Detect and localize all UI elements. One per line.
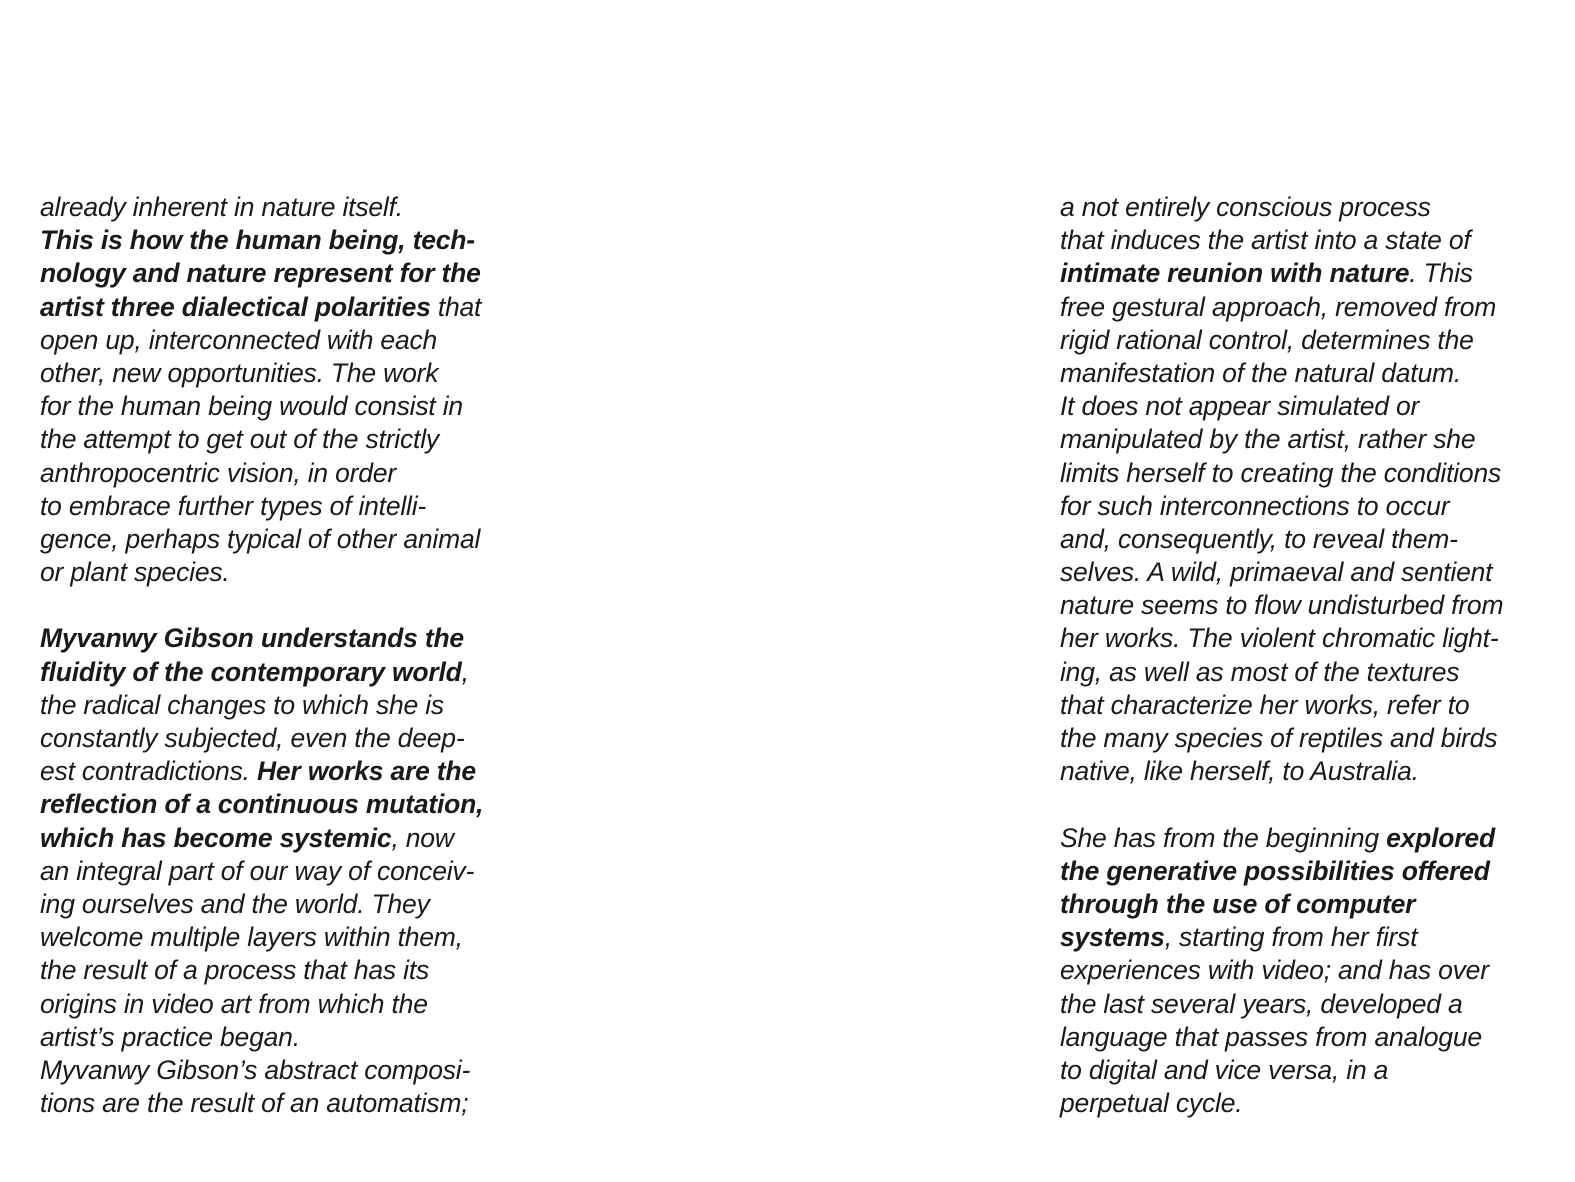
text-line xyxy=(40,689,483,722)
text-line xyxy=(40,722,483,755)
text-line xyxy=(40,324,483,357)
text-line xyxy=(1060,357,1503,390)
text-segment: other, new opportunities. The work xyxy=(40,357,439,388)
text-line xyxy=(40,1087,483,1120)
text-line xyxy=(1060,1021,1503,1054)
text-line xyxy=(40,622,483,655)
text-segment: welcome multiple layers within them, xyxy=(40,922,463,953)
text-line xyxy=(40,523,483,556)
text-line xyxy=(1060,822,1503,855)
text-segment: the result of a process that has its xyxy=(40,955,430,986)
text-segment: anthropocentric vision, in order xyxy=(40,457,396,488)
text-segment: that characterize her works, refer to xyxy=(1060,689,1470,720)
text-line xyxy=(1060,490,1503,523)
text-line xyxy=(40,855,483,888)
text-segment: for the human being would consist in xyxy=(40,391,463,422)
text-segment: perpetual cycle. xyxy=(1060,1088,1243,1119)
text-segment: for such interconnections to occur xyxy=(1060,490,1450,521)
text-segment: to digital and vice versa, in a xyxy=(1060,1054,1389,1085)
text-segment: Myvanwy Gibson’s abstract composi- xyxy=(40,1054,471,1085)
bold-text-segment: systems xyxy=(1060,922,1165,953)
text-segment: nature seems to flow undisturbed from xyxy=(1060,590,1504,621)
text-segment: her works. The violent chromatic light- xyxy=(1060,623,1499,654)
bold-text-segment: artist three dialectical polarities xyxy=(40,291,431,322)
bold-text-segment: through the use of computer xyxy=(1060,888,1416,919)
bold-text-segment: the generative possibilities offered xyxy=(1060,855,1490,886)
text-line xyxy=(1060,622,1503,655)
text-segment: native, like herself, to Australia. xyxy=(1060,756,1419,787)
text-segment: ing, as well as most of the textures xyxy=(1060,656,1460,687)
bold-text-segment: reflection of a continuous mutation, xyxy=(40,789,484,820)
text-segment: open up, interconnected with each xyxy=(40,324,438,355)
text-line xyxy=(40,191,483,224)
text-line xyxy=(1060,689,1503,722)
text-segment: constantly subjected, even the deep- xyxy=(40,723,465,753)
bold-text-segment: Myvanwy Gibson understands the xyxy=(40,623,464,654)
text-line xyxy=(40,822,483,855)
paragraph-break xyxy=(40,589,483,622)
text-line xyxy=(1060,755,1503,788)
bold-text-segment: intimate reunion with nature xyxy=(1060,258,1410,289)
bold-text-segment: nology and nature represent for the xyxy=(40,258,481,289)
text-line xyxy=(40,1021,483,1054)
text-segment: already inherent in nature itself. xyxy=(40,192,403,222)
text-line xyxy=(1060,589,1503,622)
text-segment: selves. A wild, primaeval and sentient xyxy=(1060,557,1493,588)
text-line xyxy=(1060,888,1503,921)
text-line xyxy=(1060,988,1503,1021)
text-segment: and, consequently, to reveal them- xyxy=(1060,523,1458,554)
text-line xyxy=(40,357,483,390)
text-line xyxy=(40,954,483,987)
text-segment: the attempt to get out of the strictly xyxy=(40,424,439,455)
text-segment: artist’s practice began. xyxy=(40,1021,300,1052)
text-segment: language that passes from analogue xyxy=(1060,1021,1482,1052)
text-line xyxy=(40,490,483,523)
bold-text-segment: Her works are the xyxy=(256,756,476,787)
text-line xyxy=(1060,457,1503,490)
text-line xyxy=(1060,1054,1503,1087)
text-segment: tions are the result of an automatism; xyxy=(40,1088,469,1119)
text-line xyxy=(40,755,483,788)
text-line xyxy=(40,457,483,490)
text-segment: experiences with video; and has over xyxy=(1060,955,1489,986)
text-line xyxy=(40,988,483,1021)
text-segment: to embrace further types of intelli- xyxy=(40,490,427,521)
text-segment: manipulated by the artist, rather she xyxy=(1060,424,1476,455)
text-segment: . This xyxy=(1409,258,1473,289)
text-line xyxy=(40,291,483,324)
text-segment: or plant species. xyxy=(40,557,230,588)
text-segment: manifestation of the natural datum. xyxy=(1060,357,1462,388)
text-segment: gence, perhaps typical of other animal xyxy=(40,523,481,554)
text-segment: , xyxy=(461,656,469,687)
text-line xyxy=(1060,954,1503,987)
text-segment: limits herself to creating the conditions xyxy=(1060,457,1502,488)
text-segment: that xyxy=(430,291,482,322)
text-segment: It does not appear simulated or xyxy=(1060,391,1420,422)
text-segment: an integral part of our way of conceiv- xyxy=(40,855,475,886)
text-line xyxy=(40,390,483,423)
bold-text-segment: explored xyxy=(1386,822,1495,853)
text-segment: free gestural approach, removed from xyxy=(1060,291,1497,322)
text-segment: a not entirely conscious process xyxy=(1060,192,1431,222)
bold-text-segment: fluidity of the contemporary world xyxy=(40,656,462,687)
text-segment: rigid rational control, determines the xyxy=(1060,324,1474,355)
text-segment: She has from the beginning xyxy=(1060,822,1387,853)
text-line xyxy=(1060,556,1503,589)
text-line xyxy=(40,788,483,821)
text-line xyxy=(40,224,483,257)
text-line xyxy=(40,257,483,290)
text-segment: that induces the artist into a state of xyxy=(1060,225,1471,256)
text-line xyxy=(1060,390,1503,423)
text-segment: est contradictions. xyxy=(40,756,257,787)
text-segment: origins in video art from which the xyxy=(40,988,428,1019)
text-line xyxy=(40,656,483,689)
text-line xyxy=(1060,722,1503,755)
text-line xyxy=(1060,257,1503,290)
text-line xyxy=(1060,855,1503,888)
text-line xyxy=(1060,224,1503,257)
text-segment: , starting from her first xyxy=(1164,922,1418,953)
text-line xyxy=(1060,423,1503,456)
text-segment: the many species of reptiles and birds xyxy=(1060,723,1498,753)
text-line xyxy=(40,921,483,954)
text-segment: , now xyxy=(391,822,454,853)
text-line xyxy=(40,556,483,589)
text-segment: the radical changes to which she is xyxy=(40,689,444,720)
text-line xyxy=(1060,656,1503,689)
left-text-column xyxy=(40,191,483,1120)
text-line xyxy=(1060,1087,1503,1120)
bold-text-segment: This is how the human being, tech- xyxy=(40,225,475,256)
text-line xyxy=(40,1054,483,1087)
right-text-column xyxy=(1060,191,1503,1120)
text-line xyxy=(1060,921,1503,954)
text-line xyxy=(1060,191,1503,224)
text-segment: the last several years, developed a xyxy=(1060,988,1463,1019)
text-line xyxy=(1060,291,1503,324)
paragraph-break xyxy=(1060,788,1503,821)
bold-text-segment: which has become systemic xyxy=(40,822,392,853)
text-line xyxy=(1060,523,1503,556)
text-line xyxy=(1060,324,1503,357)
text-line xyxy=(40,423,483,456)
text-line xyxy=(40,888,483,921)
text-segment: ing ourselves and the world. They xyxy=(40,888,430,919)
